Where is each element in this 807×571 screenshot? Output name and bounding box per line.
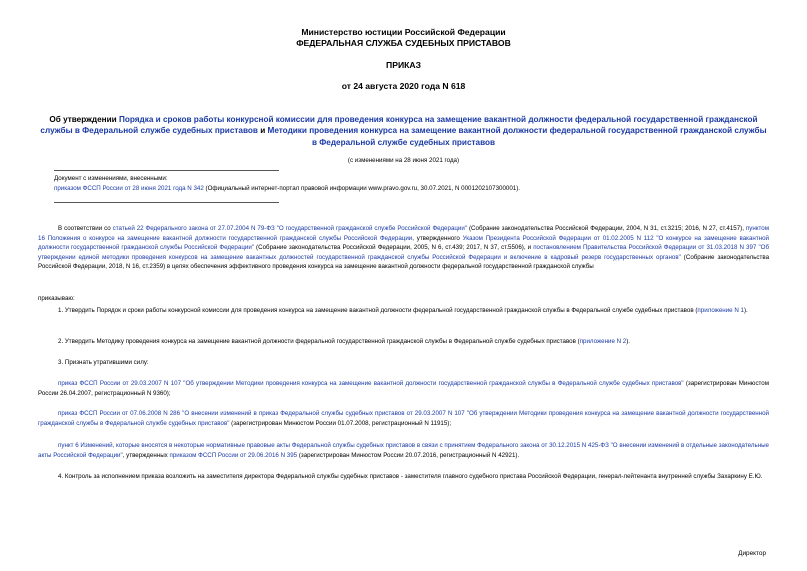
amendment-source: (Официальный интернет-портал правовой информации www.pravo.gov.ru, 30.07.2021, N 0001202107300001). <box>203 185 520 192</box>
title-link-procedure[interactable]: Порядка и сроков работы конкурсной комиссии для проведения конкурса на замещение вакантной должности федеральной государственной гражданской службы в Федеральной службе судебных приставов <box>40 115 758 136</box>
resolution-397-link[interactable]: постановлением Правительства Российской Федерации от 31.03.2018 N 397 "Об утверждении единой методики проведения конкурсов на замещение вакантных должностей государственной гражданской службы Российской Федерации и включение в кадровый резерв государственных органов" <box>38 244 769 261</box>
item-3-text: 3. Признать утратившими силу: <box>58 359 149 366</box>
preamble-paragraph <box>38 224 769 272</box>
item-2-text: 2. Утвердить Методику проведения конкурса на замещение вакантной должности федеральной государственной гражданской службы в Федеральной службе судебных приставов ( <box>58 338 580 345</box>
order-286-link[interactable]: приказ ФССП России от 07.06.2008 N 286 "О внесении изменений в приказ Федеральной службы судебных приставов от 29.03.2007 N 107 "Об утверждении Методики проведения конкурса на замещение вакантной должности государственной гражданской службы в Федеральной службе судебных приставов" <box>38 410 769 427</box>
title-link-methodology[interactable]: Методики проведения конкурса на замещение вакантной должности федеральной государственной гражданской службы в Федеральной службе судебных приставов <box>267 126 767 147</box>
decree-112-link[interactable]: Указом Президента Российской Федерации от 01.02.2005 N 112 "О конкурсе на замещение вакантной должности государственной гражданской службы Российской Федерации" <box>38 234 769 252</box>
service-name: ФЕДЕРАЛЬНАЯ СЛУЖБА СУДЕБНЫХ ПРИСТАВОВ <box>296 38 511 48</box>
repealed-item-3 <box>38 441 769 460</box>
ministry-name: Министерство юстиции Российской Федерации <box>301 27 506 37</box>
repealed-item-2 <box>38 409 769 428</box>
preamble-text: , утвержденного <box>412 234 463 242</box>
repealed-item-3-text: (зарегистрирован Минюстом России 20.07.2016, регистрационный N 42921). <box>297 451 520 459</box>
amendments-box <box>54 174 754 194</box>
appendix-2-link[interactable]: приложение N 2 <box>579 338 627 345</box>
preamble-text: (Собрание законодательства Российской Федерации, 2004, N 31, ст.3215; 2016, N 27, ст.4157), <box>467 225 746 232</box>
document-header <box>0 27 807 92</box>
item-2-end: ). <box>626 338 631 345</box>
preamble-text: (Собрание законодательства Российской Федерации, 2005, N 6, ст.439; 2017, N 37, ст.5506), и <box>253 244 534 252</box>
title-prefix: Об утверждении <box>49 115 119 124</box>
orders-label: приказываю: <box>38 295 75 302</box>
item-1-end: ). <box>743 307 748 314</box>
order-107-link[interactable]: приказ ФССП России от 29.03.2007 N 107 "Об утверждении Методики проведения конкурса на замещение вакантной должности государственной гражданской службы в Федеральной службе судебных приставов" <box>58 380 684 387</box>
amendment-link[interactable]: приказом ФССП России от 28 июня 2021 года N 342 <box>54 185 204 192</box>
changes-item-6-link[interactable]: пункт 6 Изменений, которые вносятся в некоторые нормативные правовые акты Федеральной службы судебных приставов в связи с принятием Федерального закона от 30.12.2015 N 425-ФЗ "О внесении изменений в отдельные законодательные акты Российской Федерации" <box>38 442 769 459</box>
repealed-item-3-text: , утвержденных <box>122 451 170 459</box>
preamble-text: (Собрание законодательства Российской Федерации, 2018, N 16, ст.2359) в целях обеспечения эффективного проведения конкурса на замещение вакантной должности федеральной государственной гражданской службы <box>38 253 770 271</box>
order-395-link[interactable]: приказом ФССП России от 29.06.2016 N 395 <box>169 451 298 459</box>
document-date-number: от 24 августа 2020 года N 618 <box>341 81 466 91</box>
regulation-link[interactable]: пунктом 16 Положения о конкурсе на замещение вакантной должности государственной гражданской службы Российской Федерации <box>38 225 769 242</box>
law-79-link[interactable]: статьей 22 Федерального закона от 27.07.2004 N 79-ФЗ "О государственной гражданской службе Российской Федерации" <box>112 225 468 232</box>
repealed-item-2-text: (зарегистрирован Минюстом России 01.07.2008, регистрационный N 11915); <box>229 419 452 427</box>
divider <box>54 170 279 171</box>
item-2 <box>38 337 769 347</box>
divider <box>54 202 279 203</box>
repealed-item-1 <box>38 379 769 398</box>
item-1 <box>38 306 769 316</box>
document-title <box>40 114 767 148</box>
item-4 <box>38 472 769 482</box>
changes-note: (с изменениями на 28 июня 2021 года) <box>347 157 460 164</box>
title-and: и <box>257 126 268 136</box>
signature-title: Директор <box>738 550 766 557</box>
repealed-item-1-text: (зарегистрирован Минюстом России 26.04.2007, регистрационный N 9360); <box>38 380 769 397</box>
item-4-text: 4. Контроль за исполнением приказа возложить на заместителя директора Федеральной службы судебных приставов - заместителя главного судебного пристава Российской Федерации, генерал-лейтенанта внутренней службы Захаркину Е.Ю. <box>58 473 763 480</box>
document-type: ПРИКАЗ <box>386 60 421 70</box>
appendix-1-link[interactable]: приложение N 1 <box>697 307 744 314</box>
amendments-label: Документ с изменениями, внесенными: <box>54 175 168 182</box>
item-3 <box>38 358 769 368</box>
item-1-text: 1. Утвердить Порядок и сроки работы конкурсной комиссии для проведения конкурса на замещение вакантной должности федеральной государственной гражданской службы в Федеральной службе судебных приставов ( <box>58 307 698 314</box>
preamble-text: В соответствии со <box>58 225 113 232</box>
